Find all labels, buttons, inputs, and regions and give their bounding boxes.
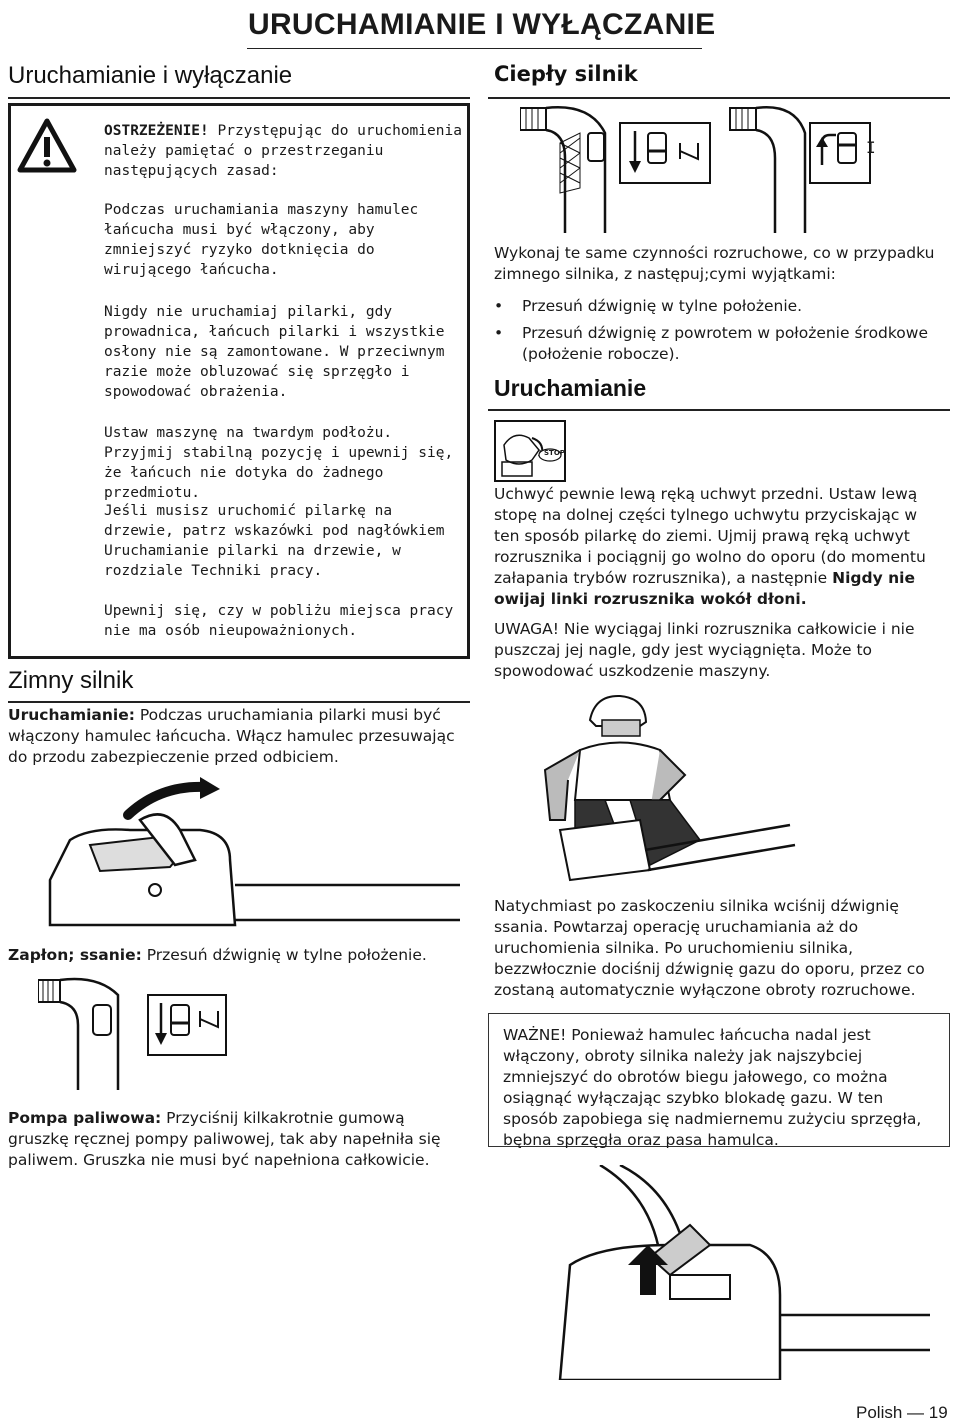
warning-paragraph-2: Nigdy nie uruchamiaj pilarki, gdy prowadnica, łańcuch pilarki i wszystkie osłony nie są zamontowane. W przeciwnym razie może obluzować się sprzęgło i spowodować obrażenia.	[104, 304, 445, 400]
warning-paragraph-4: Jeśli musisz uruchomić pilarkę na drzewie, patrz wskazówki pod nagłówkiem Uruchamianie pilarki na drzewie, w rozdziale Techniki pracy.	[104, 503, 445, 579]
section-rule-start	[488, 409, 950, 411]
operator-starting-saw-illustration	[520, 690, 820, 890]
warning-heading	[104, 121, 464, 181]
caution-label: UWAGA!	[494, 620, 559, 638]
warning-paragraph-1: Podczas uruchamiania maszyny hamulec łańcucha musi być włączony, aby zmniejszyć ryzyko dotknięcia do wirującego łańcucha.	[104, 202, 419, 278]
fuel-pump-text: Przyciśnij kilkakrotnie gumową gruszkę ręcznej pompy paliwowej, tak aby napełniła się paliwem. Gruszka nie musi być napełniona całkowicie.	[8, 1109, 441, 1169]
section-rule-warm	[488, 97, 950, 99]
warning-paragraph-3: Ustaw maszynę na twardym podłożu. Przyjmij stabilną pozycję i upewnij się, że łańcuch nie dotyka do żadnego przedmiotu.	[104, 425, 454, 501]
warning-label: OSTRZEŻENIE!	[104, 123, 209, 139]
warning-heading-text: Przystępując do uruchomienia należy pamiętać o przestrzeganiu następujących zasad:	[104, 123, 462, 179]
start-grip-warning: Nigdy nie owijaj linki rozrusznika wokół dłoni.	[494, 569, 915, 608]
warm-bullet-2-text: Przesuń dźwignię z powrotem w położenie środkowe (położenie robocze).	[522, 324, 929, 363]
throttle-lock-illustration	[540, 1165, 940, 1380]
page-header-title: URUCHAMIANIE I WYŁĄCZANIE	[248, 8, 716, 41]
warning-triangle-icon	[16, 117, 78, 175]
ignition-label: Zapłon; ssanie:	[8, 946, 142, 964]
caution-note	[494, 619, 946, 682]
start-label: Uruchamianie:	[8, 706, 135, 724]
after-start-instruction: Natychmiast po zaskoczeniu silnika wciśnij dźwignię ssania. Powtarzaj operację uruchamiania aż do uruchomienia silnika. Po uruchomieniu silnika, bezzwłocznie dociśnij dźwignię gazu do oporu, przez co zostaną automatycznie wyłączone obroty rozruchowe.	[494, 897, 925, 999]
warm-bullet-1-text: Przesuń dźwignię w tylne położenie.	[522, 297, 803, 315]
caution-text: Nie wyciągaj linki rozrusznika całkowicie i nie puszczaj jej nagle, gdy jest wyciągnięta. Może to spowodować uszkodzenie maszyny.	[494, 620, 915, 680]
section-rule-cold	[8, 701, 470, 703]
chain-brake-illustration	[30, 775, 470, 935]
start-grip-instruction	[494, 484, 946, 610]
header-rule	[247, 48, 702, 49]
start-text: Podczas uruchamiania pilarki musi być włączony hamulec łańcucha. Włącz hamulec przesuwając do przodu zabezpieczenie przed odbiciem.	[8, 706, 455, 766]
section-title-start-stop: Uruchamianie i wyłączanie	[8, 62, 293, 89]
start-instruction	[8, 705, 468, 768]
warm-bullet-2	[494, 323, 944, 365]
cold-engine-title: Zimny silnik	[8, 667, 134, 694]
section-rule-left	[8, 97, 470, 99]
warning-paragraph-5: Upewnij się, czy w pobliżu miejsca pracy nie ma osób nieupoważnionych.	[104, 603, 454, 639]
fuel-pump-label: Pompa paliwowa:	[8, 1109, 162, 1127]
choke-position-label: I	[866, 138, 876, 157]
important-box	[488, 1013, 950, 1147]
choke-lever-illustration-left	[38, 975, 238, 1090]
bullet-marker: •	[494, 324, 504, 342]
ignition-text: Przesuń dźwignię w tylne położenie.	[141, 946, 427, 964]
stop-switch-label: STOP	[544, 449, 565, 457]
choke-lever-illustration-right	[520, 103, 900, 233]
page-number: Polish — 19	[856, 1403, 948, 1422]
warm-engine-intro: Wykonaj te same czynności rozruchowe, co w przypadku zimnego silnika, z następuj;cymi wyjątkami:	[494, 244, 935, 283]
ignition-instruction	[8, 945, 468, 966]
start-grip-text: Uchwyć pewnie lewą ręką uchwyt przedni. Ustaw lewą stopę na dolnej części tylnego uchwytu przyciskając w ten sposób pilarkę do ziemi. Ujmij prawą ręką uchwyt rozrusznika i pociągnij go wolno do oporu (do momentu załapania trybów rozrusznika), a następnie	[494, 485, 926, 587]
warm-bullet-1	[494, 296, 944, 317]
bullet-marker: •	[494, 297, 504, 315]
important-label: WAŻNE!	[503, 1026, 567, 1044]
important-text: Ponieważ hamulec łańcucha nadal jest włączony, obroty silnika należy jak najszybciej zmniejszyć do obrotów biegu jałowego, co można osiągnąć wyłączając szybko blokadę gazu. W ten sposób zapobiega się nadmiernemu zużyciu sprzęgła, bębna sprzęgła oraz pasa hamulca.	[503, 1026, 922, 1149]
warm-engine-title: Ciepły silnik	[494, 62, 638, 86]
start-title: Uruchamianie	[494, 375, 647, 401]
fuel-pump-instruction	[8, 1108, 468, 1171]
